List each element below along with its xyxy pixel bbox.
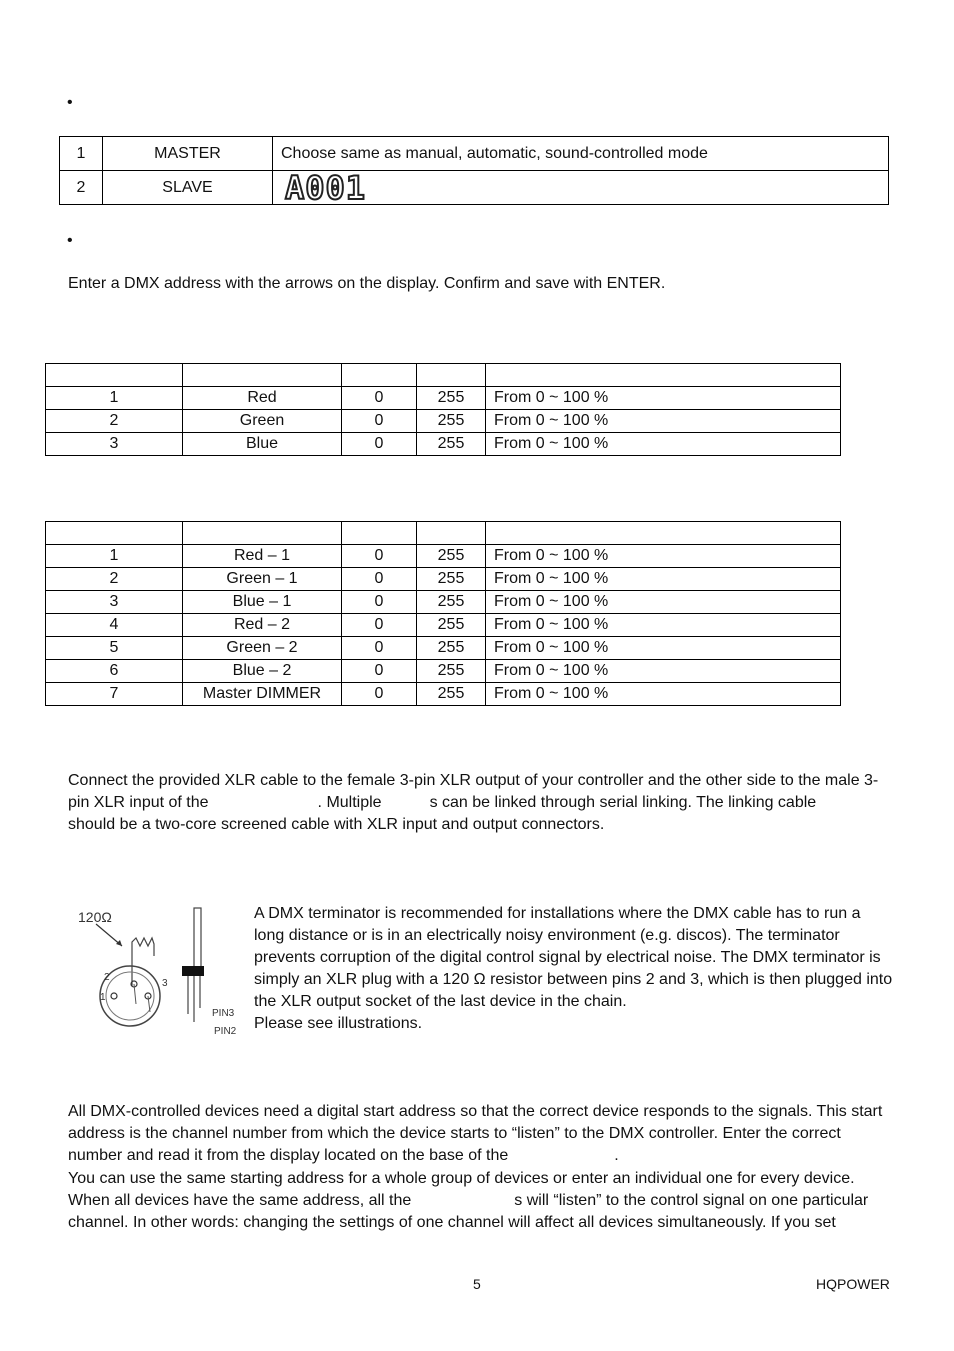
- max-cell: 255: [417, 660, 486, 683]
- min-cell: 0: [342, 660, 417, 683]
- table-header-row: [46, 364, 841, 387]
- min-cell: 0: [342, 387, 417, 410]
- max-cell: 255: [417, 410, 486, 433]
- channel-cell: 6: [46, 660, 183, 683]
- desc-cell: From 0 ~ 100 %: [486, 614, 841, 637]
- page-number: 5: [473, 1276, 481, 1292]
- resistor-label: 120Ω: [78, 909, 112, 925]
- desc-cell: From 0 ~ 100 %: [486, 660, 841, 683]
- desc-cell: From 0 ~ 100 %: [486, 683, 841, 706]
- desc-cell: From 0 ~ 100 %: [486, 387, 841, 410]
- channel-cell: 4: [46, 614, 183, 637]
- address-line-5: [68, 1190, 868, 1212]
- min-cell: 0: [342, 545, 417, 568]
- desc-cell: From 0 ~ 100 %: [486, 637, 841, 660]
- display-text: A001: [285, 171, 367, 204]
- channel-cell: 3: [46, 433, 183, 456]
- connection-line-2c: s can be linked through serial linking. The linking cable: [429, 794, 817, 811]
- channel-cell: 1: [46, 387, 183, 410]
- channel-cell: 2: [46, 568, 183, 591]
- function-cell: Blue: [183, 433, 342, 456]
- function-cell: Master DIMMER: [183, 683, 342, 706]
- mode-name: SLAVE: [103, 171, 273, 205]
- max-cell: 255: [417, 614, 486, 637]
- connection-line-2: [68, 792, 816, 814]
- bullet-2: •: [67, 232, 73, 249]
- table-header-row: [46, 522, 841, 545]
- table-row: [46, 683, 841, 706]
- function-cell: Blue – 1: [183, 591, 342, 614]
- max-cell: 255: [417, 433, 486, 456]
- max-cell: 255: [417, 568, 486, 591]
- terminator-text: [254, 903, 892, 1035]
- terminator-line: Please see illustrations.: [254, 1015, 423, 1032]
- desc-cell: From 0 ~ 100 %: [486, 591, 841, 614]
- min-cell: 0: [342, 410, 417, 433]
- max-cell: 255: [417, 545, 486, 568]
- table-row: [46, 660, 841, 683]
- address-line-4: You can use the same starting address for a whole group of devices or enter an individual one for every device.: [68, 1170, 855, 1187]
- table-row: [46, 545, 841, 568]
- segment-display-icon: [283, 172, 383, 204]
- mode-desc: Choose same as manual, automatic, sound-controlled mode: [273, 137, 889, 171]
- table-row: [46, 410, 841, 433]
- function-cell: Green – 1: [183, 568, 342, 591]
- desc-cell: From 0 ~ 100 %: [486, 433, 841, 456]
- address-line-6: channel. In other words: changing the settings of one channel will affect all devices simultaneously. If you set: [68, 1214, 836, 1231]
- mode-num: 1: [60, 137, 103, 171]
- channel-cell: 3: [46, 591, 183, 614]
- table-row: [60, 137, 889, 171]
- connection-line-1: Connect the provided XLR cable to the female 3-pin XLR output of your controller and the other side to the male 3-: [68, 772, 879, 789]
- max-cell: 255: [417, 683, 486, 706]
- connection-line-2b: . Multiple: [317, 794, 382, 811]
- channel-cell: 5: [46, 637, 183, 660]
- table-row: [46, 387, 841, 410]
- address-line-3: [68, 1145, 619, 1167]
- desc-cell: From 0 ~ 100 %: [486, 568, 841, 591]
- function-cell: Red: [183, 387, 342, 410]
- table-row: [46, 637, 841, 660]
- function-cell: Red – 1: [183, 545, 342, 568]
- connection-line-2a: pin XLR input of the: [68, 794, 209, 811]
- desc-cell: From 0 ~ 100 %: [486, 545, 841, 568]
- max-cell: 255: [417, 591, 486, 614]
- bullet-1: •: [67, 94, 73, 111]
- function-cell: Red – 2: [183, 614, 342, 637]
- brand-footer: HQPOWER: [816, 1276, 890, 1292]
- dmx-table-3ch: [45, 363, 841, 456]
- xlr-terminator-illustration: [74, 904, 244, 1039]
- function-cell: Green: [183, 410, 342, 433]
- mode-name: MASTER: [103, 137, 273, 171]
- terminator-line: A DMX terminator is recommended for installations where the DMX cable has to run a: [254, 905, 861, 922]
- table-row: [46, 614, 841, 637]
- address-line-1: All DMX-controlled devices need a digital start address so that the correct device responds to the signals. This start: [68, 1103, 883, 1120]
- table-row: [46, 433, 841, 456]
- lcd-display: [273, 171, 889, 205]
- min-cell: 0: [342, 637, 417, 660]
- max-cell: 255: [417, 387, 486, 410]
- min-cell: 0: [342, 614, 417, 637]
- max-cell: 255: [417, 637, 486, 660]
- table-row: [60, 171, 889, 205]
- dmx-table-7ch: [45, 521, 841, 706]
- address-line-3b: .: [614, 1147, 619, 1164]
- terminator-line: the XLR output socket of the last device in the chain.: [254, 993, 627, 1010]
- channel-cell: 2: [46, 410, 183, 433]
- address-line-3a: number and read it from the display located on the base of the: [68, 1147, 509, 1164]
- min-cell: 0: [342, 591, 417, 614]
- address-line-2: address is the channel number from which the device starts to “listen” to the DMX controller. Enter the correct: [68, 1125, 841, 1142]
- terminator-line: simply an XLR plug with a 120 Ω resistor between pins 2 and 3, which is then plugged into: [254, 971, 893, 988]
- mode-num: 2: [60, 171, 103, 205]
- terminator-line: prevents corruption of the digital control signal by electrical noise. The DMX terminator is: [254, 949, 881, 966]
- pin-1-label: 1: [100, 992, 106, 1003]
- pin3-lead-label: PIN3: [212, 1008, 235, 1019]
- channel-cell: 1: [46, 545, 183, 568]
- min-cell: 0: [342, 683, 417, 706]
- pin-2-label: 2: [104, 972, 110, 983]
- address-line-5a: When all devices have the same address, all the: [68, 1192, 412, 1209]
- pin2-lead-label: PIN2: [214, 1026, 237, 1037]
- function-cell: Green – 2: [183, 637, 342, 660]
- channel-cell: 7: [46, 683, 183, 706]
- dmx-instruction: Enter a DMX address with the arrows on the display. Confirm and save with ENTER.: [68, 275, 666, 292]
- connection-line-3: should be a two-core screened cable with XLR input and output connectors.: [68, 816, 605, 833]
- terminator-line: long distance or is in an electrically noisy environment (e.g. discos). The terminator: [254, 927, 840, 944]
- pin-3-label: 3: [162, 978, 168, 989]
- function-cell: Blue – 2: [183, 660, 342, 683]
- min-cell: 0: [342, 568, 417, 591]
- min-cell: 0: [342, 433, 417, 456]
- mode-table: [59, 136, 889, 205]
- table-row: [46, 568, 841, 591]
- desc-cell: From 0 ~ 100 %: [486, 410, 841, 433]
- table-row: [46, 591, 841, 614]
- address-line-5b: s will “listen” to the control signal on one particular: [514, 1192, 869, 1209]
